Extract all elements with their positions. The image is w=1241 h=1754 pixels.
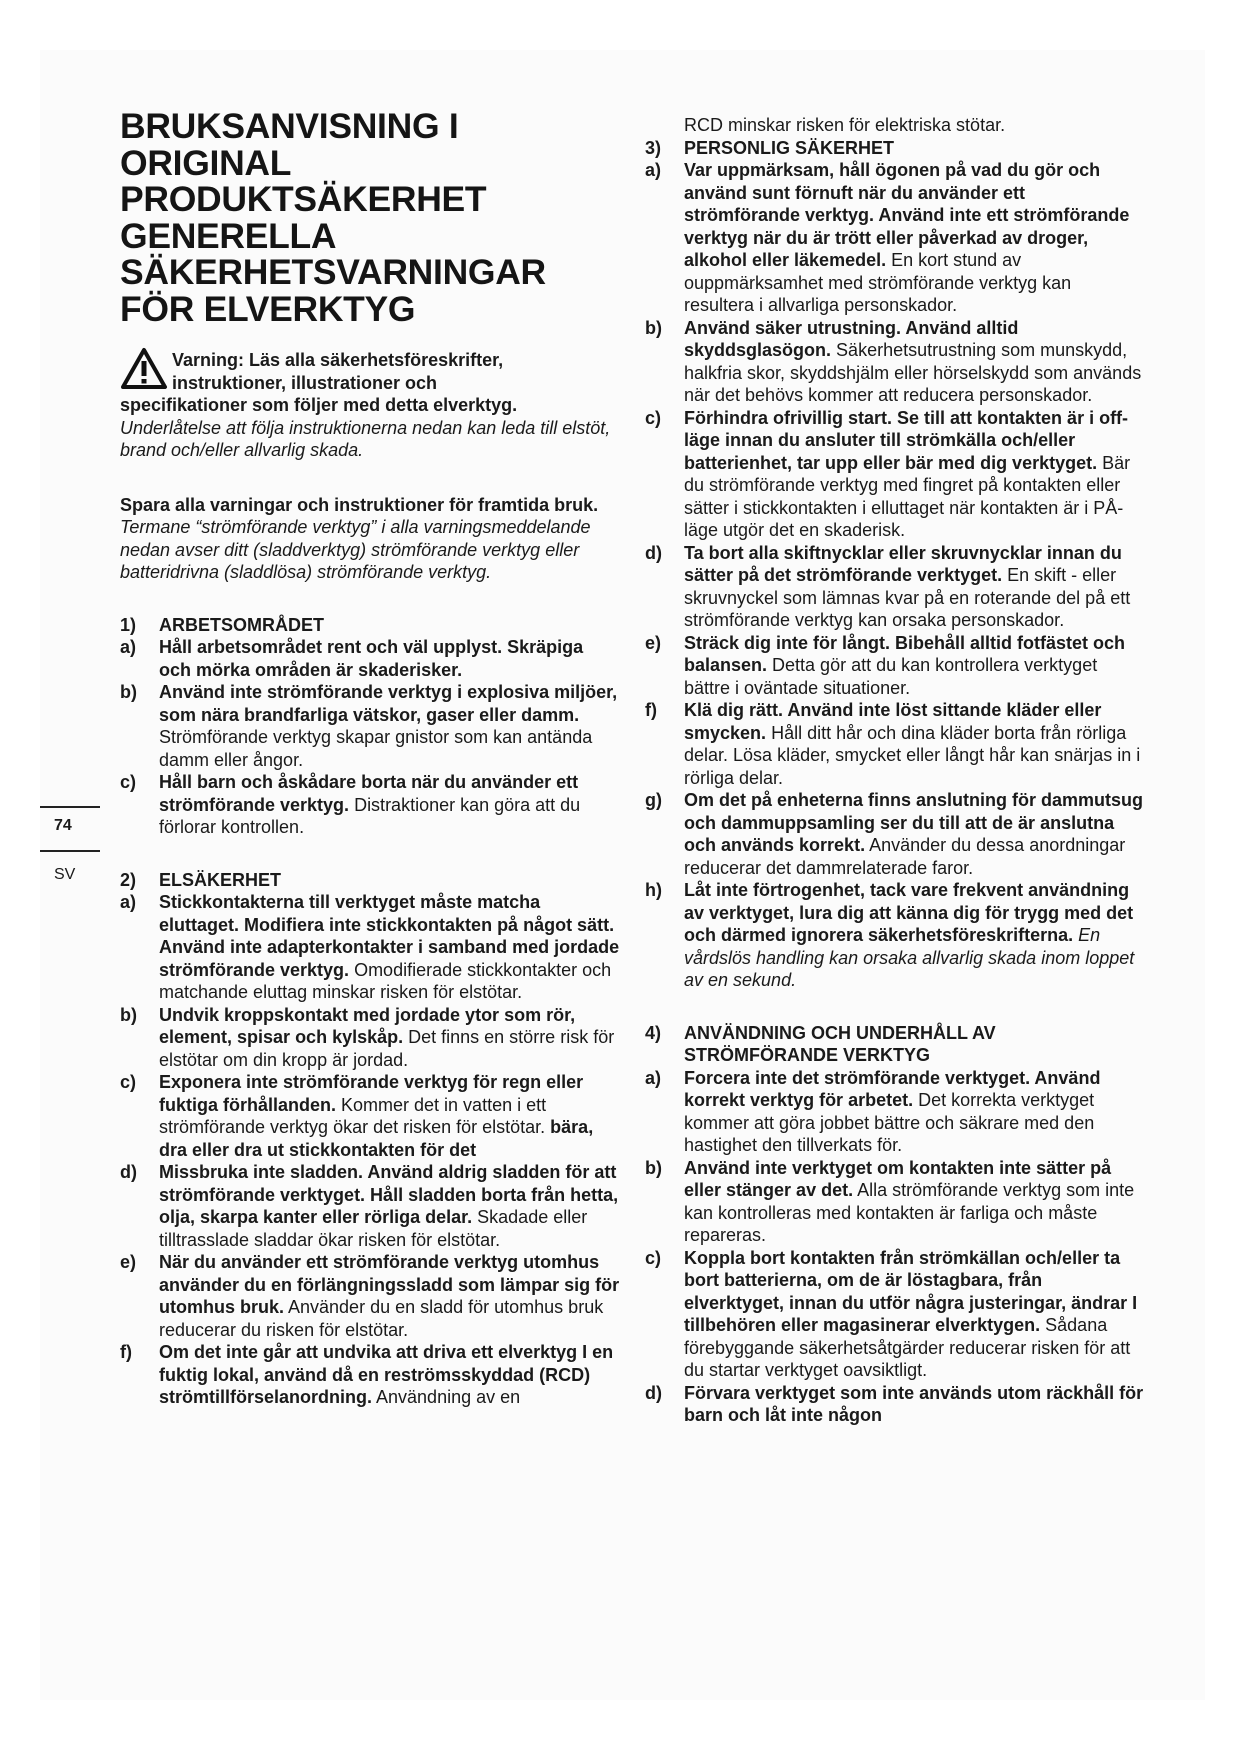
list-item: [645, 1067, 1145, 1157]
item-bold: Koppla bort kontakten från strömkällan och/eller ta bort batterierna, om de är löstagbara, från elverktyget, innan du utför några justeringar, ändrar I tillbehören eller magasinerar elverktygen.: [684, 1247, 1138, 1335]
list-item: [120, 1341, 620, 1409]
item-bold: Stickkontakterna till verktyget måste matcha eluttaget. Modifiera inte stickkontakten på något sätt. Använd inte adapterkontakter i samband med jordade strömförande verktyg.: [159, 892, 620, 980]
section-heading: [645, 137, 1145, 160]
item-label: b): [645, 317, 662, 338]
item-text: Kommer det in vatten i ett strömförande verktyg ökar det risken för elstötar.: [159, 1094, 547, 1137]
item-bold: Om det inte går att undvika att driva ett elverktyg I en fuktig lokal, använd då en reströmsskyddad (RCD) strömtillförselanordning.: [159, 1342, 614, 1407]
item-label: a): [645, 1067, 662, 1088]
section-electrical-safety: [120, 869, 620, 1409]
item-text: En kort stund av ouppmärksamhet med strömförande verktyg kan resultera i allvarliga personskador.: [684, 250, 1072, 315]
item-label: d): [645, 1382, 662, 1403]
warning-text-line: instruktioner, illustrationer och: [172, 372, 438, 393]
title-line: PRODUKTSÄKERHET: [120, 179, 487, 219]
list-item: [645, 407, 1145, 542]
item-bold: Använd inte strömförande verktyg i explosiva miljöer, som nära brandfarliga vätskor, gaser eller damm.: [159, 682, 618, 725]
item-label: a): [120, 892, 137, 912]
item-bold: Missbruka inte sladden. Använd aldrig sladden för att strömförande verktyget. Håll sladden borta från hetta, olja, skarpa kanter eller rörliga delar.: [159, 1162, 619, 1227]
list-item: [120, 1071, 620, 1161]
item-label: e): [645, 632, 662, 653]
section-number: 1): [120, 614, 137, 635]
list-item: [645, 1157, 1145, 1247]
title-line: GENERELLA: [120, 215, 337, 256]
page-number-rule: [40, 806, 100, 808]
title-line: SÄKERHETSVARNINGAR: [120, 252, 546, 292]
title-line: BRUKSANVISNING I: [120, 106, 459, 146]
item-label: g): [645, 790, 662, 810]
item-bold: Exponera inte strömförande verktyg för regn eller fuktiga förhållanden.: [159, 1072, 584, 1115]
item-bold: Ta bort alla skiftnycklar eller skruvnycklar innan du sätter på det strömförande verktyget.: [684, 542, 1122, 585]
list-item: [120, 1004, 620, 1072]
item-bold: Håll barn och åskådare borta när du använder ett strömförande verktyg.: [159, 772, 579, 815]
page-number: 74: [54, 817, 72, 834]
item-label: a): [645, 160, 662, 180]
item-bold: När du använder ett strömförande verktyg utomhus använder du en förlängningssladd som lämpar sig för utomhus bruk.: [159, 1252, 620, 1317]
item-label: b): [120, 1004, 137, 1025]
item-bold: Var uppmärksam, håll ögonen på vad du gör och använd sunt förnuft när du använder ett strömförande verktyg. Använd inte ett strömförande verktyg när du är trött eller påverkad av droger, alkohol eller läkemedel.: [684, 160, 1130, 270]
terms-note: Termane “strömförande verktyg” i alla varningsmeddelande nedan avser ditt (sladdverktyg) strömförande verktyg eller batteridrivna (sladdlösa) strömförande verktyg.: [120, 517, 591, 582]
right-column: [645, 114, 1145, 1427]
list-item: [645, 1247, 1145, 1382]
item-label: h): [645, 880, 662, 900]
item-label: c): [120, 772, 137, 792]
language-code: SV: [54, 866, 76, 883]
item-text: Håll ditt hår och dina kläder borta från rörliga delar. Lösa kläder, smycket eller långt hår kan snärjas in i rörliga delar.: [684, 722, 1141, 788]
item-text: Distraktioner kan göra att du förlorar kontrollen.: [159, 794, 581, 837]
warning-note: Underlåtelse att följa instruktionerna nedan kan leda till elstöt, brand och/eller allvarlig skada.: [120, 417, 611, 460]
item-text: Säkerhetsutrustning som munskydd, halkfria skor, skyddshjälm eller hörselskydd som används när det behövs kommer att reducera personskador.: [684, 340, 1142, 405]
item-bold: Använd säker utrustning. Använd alltid skyddsglasögon.: [684, 317, 1019, 360]
list-item: [120, 636, 620, 681]
item-text: Det korrekta verktyget kommer att göra jobbet bättre och säkrare med den hastighet den tillverkats för.: [684, 1090, 1095, 1155]
list-item: [645, 159, 1145, 317]
item-text: En skift - eller skruvnyckel som lämnas kvar på en roterande del på ett strömförande verktyg kan orsaka personskador.: [684, 565, 1131, 630]
list-item: [645, 317, 1145, 407]
item-bold: Förhindra ofrivillig start. Se till att kontakten är i off-läge innan du ansluter till strömkälla och/eller batterienhet, tar upp eller bär med dig verktyget.: [684, 407, 1129, 473]
item-bold: Håll arbetsområdet rent och väl upplyst. Skräpiga och mörka områden är skaderisker.: [159, 637, 584, 680]
item-text: Användning av en: [372, 1387, 521, 1407]
list-item: [645, 789, 1145, 879]
item-label: c): [645, 407, 662, 428]
warning-triangle-icon: [120, 347, 168, 391]
section-title: ARBETSOMRÅDET: [159, 614, 324, 635]
section-personal-safety: [645, 137, 1145, 992]
section-title: ELSÄKERHET: [159, 869, 282, 890]
item-label: c): [645, 1247, 662, 1268]
list-item: [120, 771, 620, 839]
item-text: Skadade eller tilltrasslade sladdar ökar risken för elstötar.: [159, 1207, 588, 1250]
section-number: 3): [645, 137, 662, 158]
item-bold: Använd inte verktyget om kontakten inte sätter på eller stänger av det.: [684, 1157, 1112, 1200]
item-bold: Förvara verktyget som inte används utom räckhåll för barn och låt inte någon: [684, 1382, 1144, 1425]
item-bold: bära, dra eller dra ut stickkontakten för det: [159, 1117, 594, 1160]
item-label: a): [120, 637, 137, 657]
section-work-area: [120, 614, 620, 839]
list-item: [120, 681, 620, 771]
item-text: Omodifierade stickkontakter och matchande eluttag minskar risken för elstötar.: [159, 959, 612, 1002]
item-text: Alla strömförande verktyg som inte kan kontrolleras med kontakten är farliga och måste repareras.: [684, 1180, 1135, 1245]
warning-text-line: specifikationer som följer med detta elverktyg.: [120, 395, 518, 415]
section-number: 2): [120, 869, 137, 890]
item-label: d): [645, 542, 662, 563]
title-line: ORIGINAL: [120, 142, 292, 183]
item-label: d): [120, 1162, 137, 1182]
item-label: c): [120, 1072, 137, 1092]
warning-block: [120, 349, 620, 462]
item-text: Det finns en större risk för elstötar om din kropp är jordad.: [159, 1027, 615, 1070]
language-rule: [40, 850, 100, 852]
item-text: Strömförande verktyg skapar gnistor som kan antända damm eller ångor.: [159, 727, 593, 770]
section-heading: [645, 1022, 1145, 1067]
section-number: 4): [645, 1022, 662, 1043]
section-heading: [120, 614, 620, 637]
item-bold: Forcera inte det strömförande verktyget. Använd korrekt verktyg för arbetet.: [684, 1067, 1101, 1110]
item-bold: Klä dig rätt. Använd inte löst sittande kläder eller smycken.: [684, 700, 1102, 743]
item-label: e): [120, 1252, 137, 1272]
continued-text: RCD minskar risken för elektriska stötar.: [684, 115, 1006, 135]
save-instructions: [120, 494, 620, 584]
list-item: [645, 542, 1145, 632]
item-text: Detta gör att du kan kontrollera verktyget bättre i oväntade situationer.: [684, 655, 1098, 698]
item-bold: Sträck dig inte för långt. Bibehåll alltid fotfästet och balansen.: [684, 632, 1126, 675]
title-line: FÖR ELVERKTYG: [120, 288, 416, 329]
section-heading: [120, 869, 620, 892]
item-bold: Låt inte förtrogenhet, tack vare frekvent användning av verktyget, lura dig att känna dig för trygg med det och därmed ignorera säkerhetsföreskrifterna.: [684, 880, 1134, 945]
item-bold: Om det på enheterna finns anslutning för dammutsug och dammuppsamling ser du till att de är anslutna och används korrekt.: [684, 790, 1144, 855]
item-label: b): [120, 682, 137, 702]
item-text: Sådana förebyggande säkerhetsåtgärder reducerar risken för att du startar verktyget oavsiktligt.: [684, 1315, 1131, 1380]
item-text: Bär du strömförande verktyg med fingret på kontakten eller sätter i stickkontakten i elluttaget när kontakten är i PÅ-läge utgör det en skaderisk.: [684, 452, 1131, 540]
section-title: ANVÄNDNING OCH UNDERHÅLL AV STRÖMFÖRANDE VERKTYG: [684, 1022, 996, 1065]
item-label: b): [645, 1157, 662, 1178]
list-item: [120, 891, 620, 1004]
item-bold: Undvik kroppskontakt med jordade ytor som rör, element, spisar och kylskåp.: [159, 1004, 576, 1047]
item-label: f): [120, 1342, 132, 1362]
save-heading: Spara alla varningar och instruktioner för framtida bruk.: [120, 494, 599, 515]
item-text: Använder du dessa anordningar reducerar det dammrelaterade faror.: [684, 835, 1126, 878]
list-item: [645, 1382, 1145, 1427]
warning-text-line: Varning: Läs alla säkerhetsföreskrifter,: [172, 350, 504, 370]
item-text: Använder du en sladd för utomhus bruk reducerar du risken för elstötar.: [159, 1297, 604, 1340]
page-title: [120, 108, 620, 327]
left-column: [120, 108, 620, 1409]
list-item: [645, 699, 1145, 789]
item-label: f): [645, 700, 657, 720]
list-item: [120, 1161, 620, 1251]
section-title: PERSONLIG SÄKERHET: [684, 137, 895, 158]
list-item: [120, 1251, 620, 1341]
list-item: [645, 879, 1145, 992]
list-item: [645, 632, 1145, 700]
section-use-and-maintenance: [645, 1022, 1145, 1427]
item-text: En vårdslös handling kan orsaka allvarlig skada inom loppet av en sekund.: [684, 925, 1135, 990]
